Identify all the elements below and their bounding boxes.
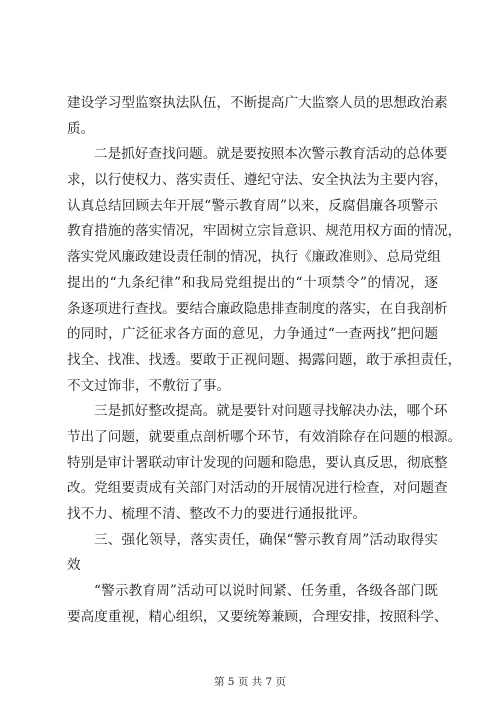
page-number-label: 第 5 页 共 7 页 <box>213 676 287 688</box>
text-line: 改。党组要责成有关部门对活动的开展情况进行检查，对问题查 <box>67 480 448 497</box>
text-line: 落实党风廉政建设责任制的情况，执行《廉政准则》、总局党组 <box>67 249 441 266</box>
text-line: 不文过饰非，不敷衍了事。 <box>67 377 231 394</box>
text-line: 求，以行使权力、落实责任、遵纪守法、安全执法为主要内容， <box>67 172 448 189</box>
text-line: 找不力、梳理不清、整改不力的要进行通报批评。 <box>67 506 367 522</box>
text-line: 二是抓好查找问题。就是要按照本次警示教育活动的总体要 <box>94 146 448 163</box>
text-line: 认真总结回顾去年开展“警示教育周”以来，反腐倡廉各项警示 <box>67 197 438 214</box>
text-line: 条逐项进行查找。要结合廉政隐患排查制度的落实，在自我剖析 <box>67 300 448 317</box>
text-line: 节出了问题，就要重点剖析哪个环节，有效消除存在问题的根源。 <box>67 428 462 445</box>
text-line: 要高度重视，精心组织，又要统筹兼顾，合理安排，按照科学、 <box>67 608 448 625</box>
text-line: 三、强化领导，落实责任，确保“警示教育周”活动取得实 <box>94 531 438 548</box>
page-footer <box>0 674 500 689</box>
text-line: 的同时，广泛征求各方面的意见，力争通过“一查两找”把问题 <box>67 326 438 343</box>
text-line: 质。 <box>67 120 95 137</box>
text-line: 教育措施的落实情况，牢固树立宗旨意识、规范用权方面的情况， <box>67 223 462 240</box>
text-line: 三是抓好整改提高。就是要针对问题寻找解决办法，哪个环 <box>94 403 448 420</box>
document-body <box>67 91 462 630</box>
text-line: “警示教育周”活动可以说时间紧、任务重，各级各部门既 <box>94 583 438 600</box>
text-line: 特别是审计署联动审计发现的问题和隐患，要认真反思，彻底整 <box>67 454 448 471</box>
text-line: 提出的“九条纪律”和我局党组提出的“十项禁令”的情况，逐 <box>67 274 438 291</box>
text-line: 效 <box>67 557 81 574</box>
text-line: 建设学习型监察执法队伍，不断提高广大监察人员的思想政治素 <box>67 95 448 111</box>
text-line: 找全、找准、找透。要敢于正视问题、揭露问题，敢于承担责任， <box>67 351 462 368</box>
